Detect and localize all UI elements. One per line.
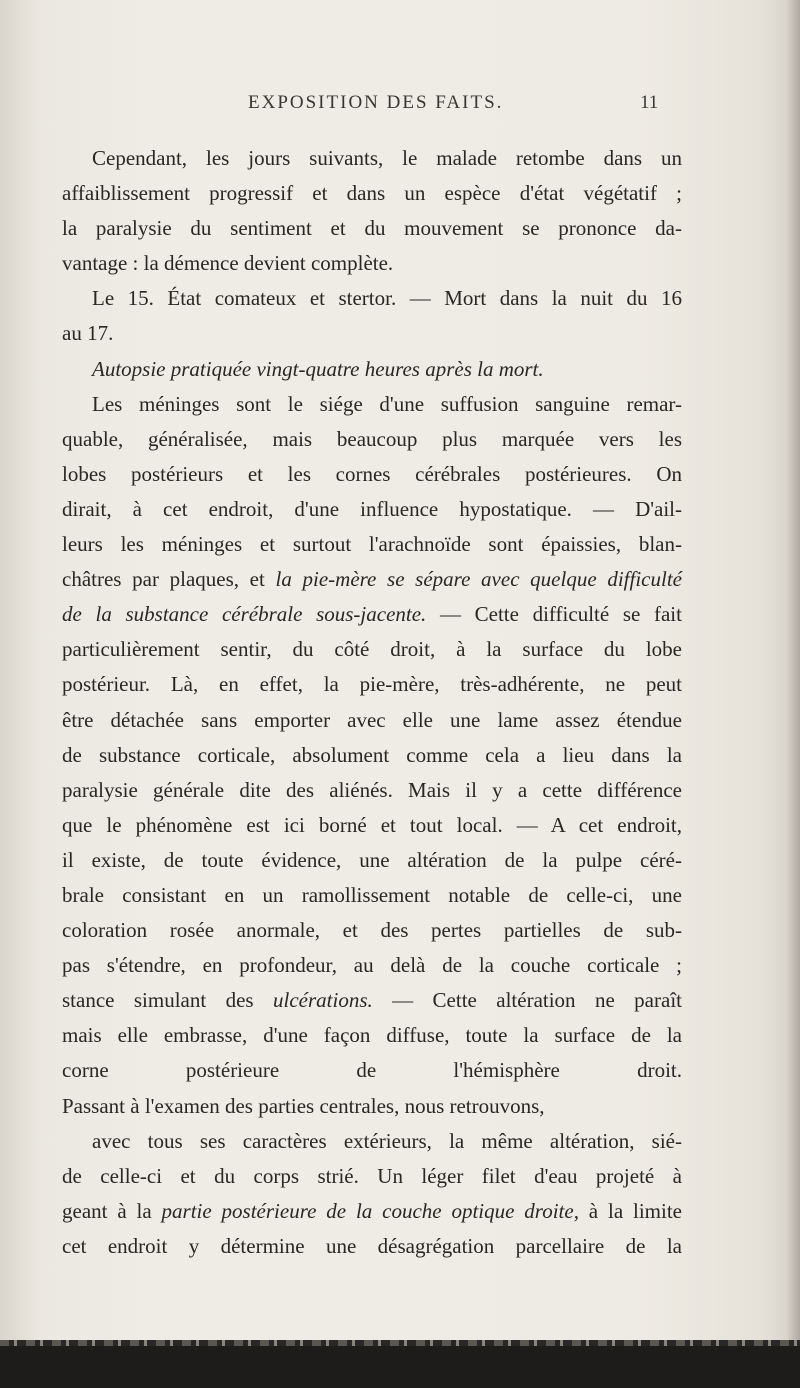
text-line: [62, 597, 682, 632]
text-line: leurs les méninges et surtout l'arachnoïde sont épaissies, blan-: [62, 532, 682, 557]
text-line: [62, 1194, 682, 1229]
text-line: au 17.: [62, 321, 114, 346]
italic-text: la pie-mère se sépare avec quelque difficulté: [275, 567, 682, 592]
text-line: Le 15. État comateux et stertor. — Mort dans la nuit du 16: [92, 286, 682, 311]
text-line: de celle-ci et du corps strié. Un léger filet d'eau projeté à: [62, 1163, 682, 1188]
text-segment: — Cette altération ne paraît: [372, 988, 682, 1013]
text-line: Cependant, les jours suivants, le malade retombe dans un: [92, 146, 682, 170]
text-line: [62, 983, 682, 1018]
text-line: que le phénomène est ici borné et tout local. — A cet endroit,: [62, 812, 682, 837]
text-line: avec tous ses caractères extérieurs, la même altération, sié-: [92, 1128, 682, 1153]
text-line: lobes postérieurs et les cornes cérébrales postérieures. On: [62, 461, 682, 486]
text-line: coloration rosée anormale, et des pertes partielles de sub-: [62, 918, 682, 943]
italic-text: ulcérations.: [273, 988, 373, 1013]
text-line: Les méninges sont le siége d'une suffusion sanguine remar-: [92, 391, 682, 416]
text-line: affaiblissement progressif et dans un espèce d'état végétatif ;: [62, 181, 682, 206]
scan-bottom-edge: [0, 1340, 800, 1388]
italic-text: de la substance cérébrale sous-jacente.: [62, 602, 427, 627]
text-line: vantage : la démence devient complète.: [62, 251, 394, 276]
text-line: Passant à l'examen des parties centrales, nous retrouvons,: [62, 1093, 545, 1118]
text-line: mais elle embrasse, d'une façon diffuse, toute la surface de la: [62, 1023, 682, 1048]
text-line: cet endroit y détermine une désagrégation parcellaire de la: [62, 1233, 682, 1258]
text-line: de substance corticale, absolument comme cela a lieu dans la: [62, 742, 682, 767]
running-head-title: EXPOSITION DES FAITS.: [248, 92, 504, 113]
text-line: être détachée sans emporter avec elle une lame assez étendue: [62, 707, 682, 732]
text-segment: châtres par plaques, et: [62, 567, 276, 592]
body-text: [62, 141, 682, 1299]
text-line: postérieur. Là, en effet, la pie-mère, très-adhérente, ne peut: [62, 672, 682, 697]
text-line: [62, 562, 682, 597]
page-number: 11: [640, 92, 659, 113]
text-line: particulièrement sentir, du côté droit, à la surface du lobe: [62, 637, 682, 662]
text-line: brale consistant en un ramollissement notable de celle-ci, une: [62, 882, 682, 907]
section-heading: Autopsie pratiquée vingt-quatre heures après la mort.: [92, 356, 544, 381]
text-line: la paralysie du sentiment et du mouvement se prononce da-: [62, 216, 682, 241]
text-segment: stance simulant des: [62, 988, 273, 1013]
text-segment: geant à la: [62, 1198, 162, 1223]
text-line: quable, généralisée, mais beaucoup plus marquée vers les: [62, 426, 682, 451]
text-segment: — Cette difficulté se fait: [426, 602, 682, 627]
text-line: [62, 1264, 682, 1299]
text-line: corne postérieure de l'hémisphère droit.: [62, 1058, 682, 1083]
text-line: dirait, à cet endroit, d'une influence hypostatique. — D'ail-: [62, 496, 682, 521]
text-segment: à la limite: [578, 1198, 682, 1223]
italic-text: partie postérieure de la couche optique droite,: [161, 1198, 579, 1223]
text-line: pas s'étendre, en profondeur, au delà de la couche corticale ;: [62, 953, 682, 978]
page-edge-shadow: [786, 0, 800, 1388]
text-line: il existe, de toute évidence, une altération de la pulpe céré-: [62, 847, 682, 872]
text-line: paralysie générale dite des aliénés. Mais il y a cette différence: [62, 777, 682, 802]
